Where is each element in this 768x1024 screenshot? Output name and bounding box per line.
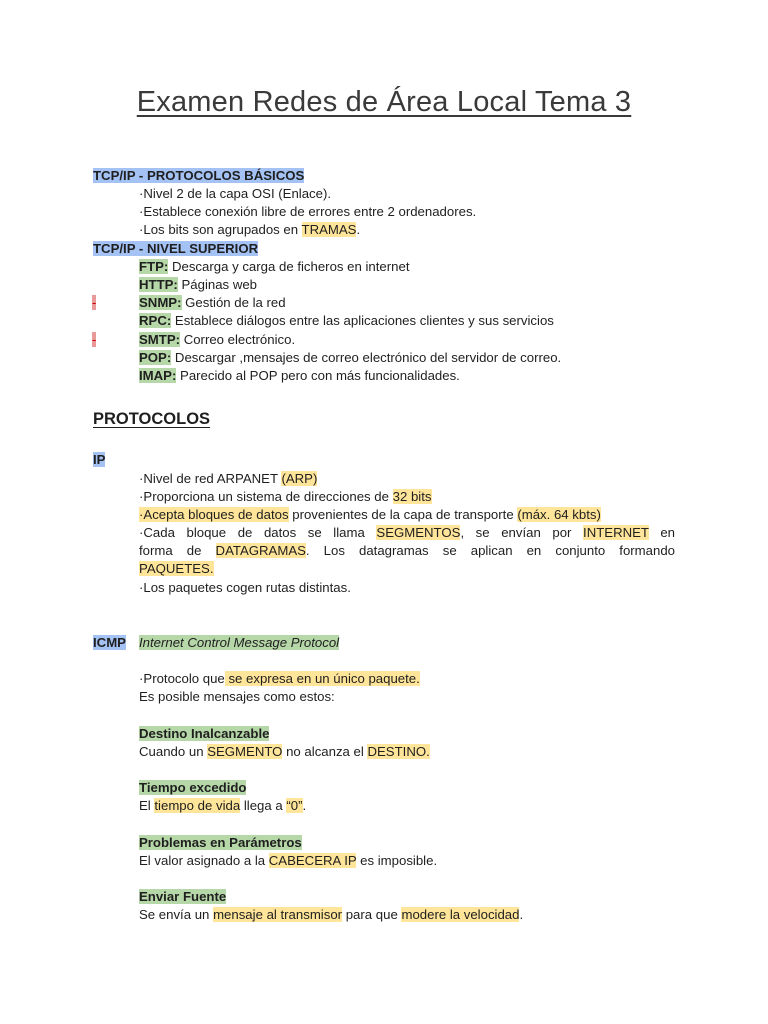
page-title: Examen Redes de Área Local Tema 3: [136, 86, 632, 118]
bullet-marker-snmp: -: [92, 295, 97, 310]
icmp-para-1: ·Protocolo que se expresa en un único paquete.: [139, 671, 420, 686]
upper-heading: TCP/IP - NIVEL SUPERIOR: [93, 241, 259, 256]
section-heading-protocolos: PROTOCOLOS: [93, 410, 211, 428]
upper-item-imap: IMAP: Parecido al POP pero con más funcionalidades.: [139, 368, 460, 383]
ip-line-5: forma de DATAGRAMAS. Los datagramas se aplican en conjunto formando: [139, 543, 675, 558]
icmp-type-title-1: Destino Inalcanzable: [139, 726, 270, 741]
upper-item-rpc: RPC: Establece diálogos entre las aplicaciones clientes y sus servicios: [139, 313, 554, 328]
upper-item-http: HTTP: Páginas web: [139, 277, 258, 292]
bullet-marker-smtp: -: [92, 332, 97, 347]
basics-line-3: ·Los bits son agrupados en TRAMAS.: [139, 222, 361, 237]
icmp-type-title-4: Enviar Fuente: [139, 889, 227, 904]
ip-line-4: ·Cada bloque de datos se llama SEGMENTOS, se envían por INTERNET en: [139, 525, 675, 540]
icmp-type-title-2: Tiempo excedido: [139, 780, 247, 795]
icmp-type-desc-2: El tiempo de vida llega a “0”.: [139, 798, 307, 813]
upper-item-smtp: SMTP: Correo electrónico.: [139, 332, 296, 347]
upper-item-snmp: SNMP: Gestión de la red: [139, 295, 286, 310]
upper-item-ftp: FTP: Descarga y carga de ficheros en internet: [139, 259, 410, 274]
icmp-subtitle: Internet Control Message Protocol: [139, 635, 340, 650]
icmp-type-desc-4: Se envía un mensaje al transmisor para que modere la velocidad.: [139, 907, 524, 922]
icmp-type-desc-3: El valor asignado a la CABECERA IP es imposible.: [139, 853, 438, 868]
ip-line-7: ·Los paquetes cogen rutas distintas.: [139, 580, 351, 595]
icmp-para-2: Es posible mensajes como estos:: [139, 689, 335, 704]
basics-line-1: ·Nivel 2 de la capa OSI (Enlace).: [139, 186, 332, 201]
upper-item-pop: POP: Descargar ,mensajes de correo electrónico del servidor de correo.: [139, 350, 562, 365]
ip-line-6: PAQUETES.: [139, 561, 214, 576]
basics-line-2: ·Establece conexión libre de errores entre 2 ordenadores.: [139, 204, 477, 219]
ip-heading: IP: [93, 452, 106, 467]
icmp-heading: ICMP: [93, 635, 126, 650]
ip-line-2: ·Proporciona un sistema de direcciones de 32 bits: [139, 489, 432, 504]
ip-line-1: ·Nivel de red ARPANET (ARP): [139, 471, 318, 486]
basics-heading: TCP/IP - PROTOCOLOS BÁSICOS: [93, 168, 305, 183]
ip-line-3: ·Acepta bloques de datos provenientes de la capa de transporte (máx. 64 kbts): [139, 507, 601, 522]
icmp-type-desc-1: Cuando un SEGMENTO no alcanza el DESTINO.: [139, 744, 430, 759]
icmp-type-title-3: Problemas en Parámetros: [139, 835, 302, 850]
